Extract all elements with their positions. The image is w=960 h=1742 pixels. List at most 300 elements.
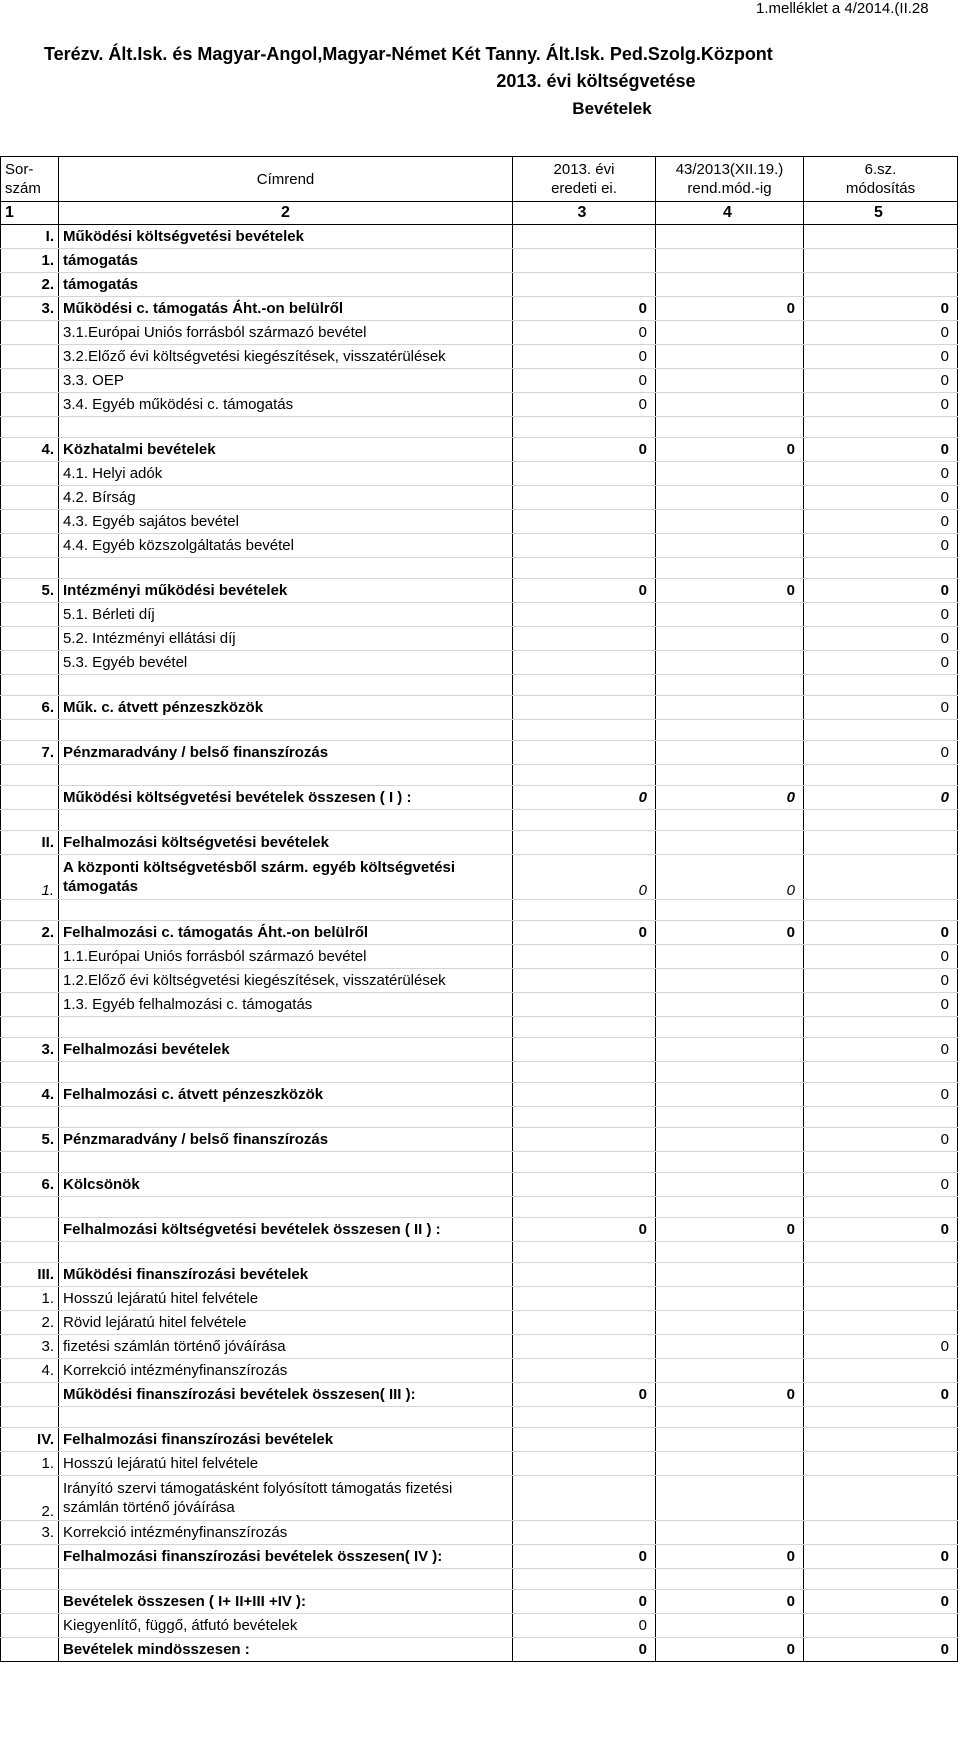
row-label bbox=[59, 1569, 513, 1590]
table-row bbox=[1, 1638, 958, 1662]
modification-value bbox=[804, 1287, 958, 1311]
row-label: Felhalmozási c. támogatás Áht.-on belülről bbox=[59, 921, 513, 945]
modification-value bbox=[804, 417, 958, 438]
row-number bbox=[1, 1614, 59, 1638]
table-row bbox=[1, 1128, 958, 1152]
modification-value bbox=[804, 900, 958, 921]
amendment-value bbox=[656, 1152, 804, 1173]
amendment-value bbox=[656, 1242, 804, 1263]
amendment-value: 0 bbox=[656, 855, 804, 900]
row-label: 5.1. Bérleti díj bbox=[59, 603, 513, 627]
table-row bbox=[1, 1614, 958, 1638]
row-number bbox=[1, 1590, 59, 1614]
row-number: 1. bbox=[1, 249, 59, 273]
row-number bbox=[1, 321, 59, 345]
amendment-value bbox=[656, 1521, 804, 1545]
row-label: 5.3. Egyéb bevétel bbox=[59, 651, 513, 675]
row-label bbox=[59, 765, 513, 786]
table-row bbox=[1, 855, 958, 900]
modification-value: 0 bbox=[804, 786, 958, 810]
amendment-value bbox=[656, 534, 804, 558]
row-label: Felhalmozási c. átvett pénzeszközök bbox=[59, 1083, 513, 1107]
original-budget-value: 0 bbox=[513, 438, 656, 462]
original-budget-value bbox=[513, 1476, 656, 1521]
original-budget-value bbox=[513, 1242, 656, 1263]
amendment-value bbox=[656, 627, 804, 651]
row-label: Irányító szervi támogatásként folyósított támogatás fizetési számlán történő jóváírása bbox=[59, 1476, 513, 1521]
table-row bbox=[1, 1107, 958, 1128]
table-row bbox=[1, 345, 958, 369]
amendment-value bbox=[656, 741, 804, 765]
original-budget-value bbox=[513, 696, 656, 720]
modification-value bbox=[804, 225, 958, 249]
table-row bbox=[1, 393, 958, 417]
row-number: III. bbox=[1, 1263, 59, 1287]
row-number bbox=[1, 1017, 59, 1038]
modification-value: 0 bbox=[804, 462, 958, 486]
row-label: Működési költségvetési bevételek bbox=[59, 225, 513, 249]
row-number bbox=[1, 1638, 59, 1662]
row-number bbox=[1, 810, 59, 831]
amendment-value bbox=[656, 321, 804, 345]
original-budget-value bbox=[513, 1173, 656, 1197]
table-row bbox=[1, 1590, 958, 1614]
table-row bbox=[1, 900, 958, 921]
modification-value bbox=[804, 1242, 958, 1263]
table-row bbox=[1, 696, 958, 720]
table-row bbox=[1, 1173, 958, 1197]
original-budget-value bbox=[513, 534, 656, 558]
modification-value: 0 bbox=[804, 345, 958, 369]
amendment-header: 43/2013(XII.19.) rend.mód.-ig bbox=[656, 157, 804, 202]
row-number: 4. bbox=[1, 438, 59, 462]
original-budget-value bbox=[513, 1263, 656, 1287]
original-budget-value: 0 bbox=[513, 579, 656, 603]
modification-value bbox=[804, 765, 958, 786]
original-budget-header: 2013. évi eredeti ei. bbox=[513, 157, 656, 202]
row-number bbox=[1, 1407, 59, 1428]
table-row bbox=[1, 486, 958, 510]
amendment-value bbox=[656, 1311, 804, 1335]
table-row bbox=[1, 1197, 958, 1218]
amendment-value bbox=[656, 1335, 804, 1359]
original-budget-value bbox=[513, 765, 656, 786]
amendment-value bbox=[656, 417, 804, 438]
modification-value: 0 bbox=[804, 1218, 958, 1242]
row-number bbox=[1, 720, 59, 741]
table-row bbox=[1, 225, 958, 249]
table-row bbox=[1, 969, 958, 993]
row-label: fizetési számlán történő jóváírása bbox=[59, 1335, 513, 1359]
modification-value: 0 bbox=[804, 534, 958, 558]
row-number bbox=[1, 1197, 59, 1218]
table-row bbox=[1, 1452, 958, 1476]
original-budget-value bbox=[513, 1407, 656, 1428]
original-budget-value bbox=[513, 225, 656, 249]
row-number: 3. bbox=[1, 1521, 59, 1545]
table-row bbox=[1, 1038, 958, 1062]
amendment-value: 0 bbox=[656, 786, 804, 810]
amendment-value bbox=[656, 1107, 804, 1128]
row-label: A központi költségvetésből szárm. egyéb költségvetési támogatás bbox=[59, 855, 513, 900]
row-label: Felhalmozási finanszírozási bevételek összesen( IV ): bbox=[59, 1545, 513, 1569]
row-label: 3.1.Európai Uniós forrásból származó bevétel bbox=[59, 321, 513, 345]
amendment-value bbox=[656, 1614, 804, 1638]
row-label bbox=[59, 1107, 513, 1128]
row-label: Hosszú lejáratú hitel felvétele bbox=[59, 1287, 513, 1311]
modification-value bbox=[804, 1197, 958, 1218]
amendment-value: 0 bbox=[656, 1218, 804, 1242]
row-number bbox=[1, 900, 59, 921]
modification-value bbox=[804, 810, 958, 831]
original-budget-value bbox=[513, 810, 656, 831]
original-budget-value bbox=[513, 603, 656, 627]
modification-value: 0 bbox=[804, 1590, 958, 1614]
amendment-value bbox=[656, 369, 804, 393]
row-label bbox=[59, 675, 513, 696]
row-number bbox=[1, 603, 59, 627]
original-budget-value bbox=[513, 486, 656, 510]
row-number: 6. bbox=[1, 696, 59, 720]
amendment-value bbox=[656, 558, 804, 579]
amendment-value bbox=[656, 1038, 804, 1062]
row-number bbox=[1, 486, 59, 510]
row-number: 4. bbox=[1, 1083, 59, 1107]
modification-header: 6.sz. módosítás bbox=[804, 157, 958, 202]
row-label bbox=[59, 1197, 513, 1218]
row-number bbox=[1, 1545, 59, 1569]
table-row bbox=[1, 297, 958, 321]
amendment-value bbox=[656, 1197, 804, 1218]
row-label: Felhalmozási bevételek bbox=[59, 1038, 513, 1062]
table-row bbox=[1, 720, 958, 741]
amendment-value bbox=[656, 225, 804, 249]
row-label bbox=[59, 1242, 513, 1263]
row-number bbox=[1, 417, 59, 438]
original-budget-value bbox=[513, 651, 656, 675]
row-label: Működési költségvetési bevételek összesen ( I ) : bbox=[59, 786, 513, 810]
row-number: 7. bbox=[1, 741, 59, 765]
row-label bbox=[59, 1017, 513, 1038]
amendment-value bbox=[656, 249, 804, 273]
modification-value bbox=[804, 831, 958, 855]
amendment-value bbox=[656, 603, 804, 627]
amendment-value: 0 bbox=[656, 579, 804, 603]
amendment-value bbox=[656, 1128, 804, 1152]
row-label: 4.1. Helyi adók bbox=[59, 462, 513, 486]
table-row bbox=[1, 786, 958, 810]
table-row bbox=[1, 1569, 958, 1590]
row-label: Rövid lejáratú hitel felvétele bbox=[59, 1311, 513, 1335]
table-row bbox=[1, 1311, 958, 1335]
table-header-row bbox=[1, 157, 958, 202]
original-budget-value bbox=[513, 1359, 656, 1383]
row-label: 4.3. Egyéb sajátos bevétel bbox=[59, 510, 513, 534]
amendment-value bbox=[656, 462, 804, 486]
table-row bbox=[1, 558, 958, 579]
row-number bbox=[1, 993, 59, 1017]
table-row bbox=[1, 1287, 958, 1311]
modification-value: 0 bbox=[804, 1128, 958, 1152]
original-budget-value bbox=[513, 1017, 656, 1038]
modification-value: 0 bbox=[804, 438, 958, 462]
row-label: Felhalmozási finanszírozási bevételek bbox=[59, 1428, 513, 1452]
amendment-value bbox=[656, 1476, 804, 1521]
row-label: támogatás bbox=[59, 273, 513, 297]
table-row bbox=[1, 510, 958, 534]
original-budget-value: 0 bbox=[513, 921, 656, 945]
title-header: Címrend bbox=[59, 157, 513, 202]
row-label: 3.4. Egyéb működési c. támogatás bbox=[59, 393, 513, 417]
row-number-header: Sor- szám bbox=[1, 157, 59, 202]
row-number bbox=[1, 627, 59, 651]
original-budget-value: 0 bbox=[513, 1590, 656, 1614]
original-budget-value bbox=[513, 273, 656, 297]
table-row bbox=[1, 675, 958, 696]
row-number: 3. bbox=[1, 1335, 59, 1359]
modification-value bbox=[804, 558, 958, 579]
modification-value bbox=[804, 720, 958, 741]
amendment-value: 0 bbox=[656, 297, 804, 321]
budget-year-title: 2013. évi költségvetése bbox=[496, 71, 696, 91]
modification-value: 0 bbox=[804, 627, 958, 651]
amendment-value bbox=[656, 900, 804, 921]
original-budget-value: 0 bbox=[513, 1614, 656, 1638]
column-number-row bbox=[1, 202, 958, 225]
table-row bbox=[1, 579, 958, 603]
original-budget-value bbox=[513, 969, 656, 993]
amendment-value bbox=[656, 393, 804, 417]
amendment-value bbox=[656, 1359, 804, 1383]
amendment-value: 0 bbox=[656, 1545, 804, 1569]
amendment-value bbox=[656, 510, 804, 534]
amendment-value bbox=[656, 696, 804, 720]
row-number: 3. bbox=[1, 1038, 59, 1062]
original-budget-value bbox=[513, 510, 656, 534]
modification-value: 0 bbox=[804, 1173, 958, 1197]
table-row bbox=[1, 534, 958, 558]
row-number: IV. bbox=[1, 1428, 59, 1452]
table-row bbox=[1, 741, 958, 765]
amendment-value bbox=[656, 969, 804, 993]
amendment-value bbox=[656, 273, 804, 297]
row-label: Bevételek mindösszesen : bbox=[59, 1638, 513, 1662]
amendment-value bbox=[656, 1062, 804, 1083]
amendment-value bbox=[656, 720, 804, 741]
amendment-value bbox=[656, 765, 804, 786]
table-row bbox=[1, 1428, 958, 1452]
amendment-value bbox=[656, 1569, 804, 1590]
amendment-value: 0 bbox=[656, 1590, 804, 1614]
amendment-value bbox=[656, 1428, 804, 1452]
row-number bbox=[1, 369, 59, 393]
modification-value bbox=[804, 1476, 958, 1521]
original-budget-value: 0 bbox=[513, 345, 656, 369]
row-number bbox=[1, 1152, 59, 1173]
modification-value bbox=[804, 1017, 958, 1038]
original-budget-value: 0 bbox=[513, 1545, 656, 1569]
table-row bbox=[1, 1218, 958, 1242]
row-number bbox=[1, 765, 59, 786]
row-label: Működési finanszírozási bevételek bbox=[59, 1263, 513, 1287]
original-budget-value bbox=[513, 1038, 656, 1062]
modification-value bbox=[804, 1521, 958, 1545]
row-label: 3.2.Előző évi költségvetési kiegészítések, visszatérülések bbox=[59, 345, 513, 369]
modification-value bbox=[804, 675, 958, 696]
original-budget-value bbox=[513, 1569, 656, 1590]
row-label: Kölcsönök bbox=[59, 1173, 513, 1197]
original-budget-value bbox=[513, 1452, 656, 1476]
row-number: 2. bbox=[1, 273, 59, 297]
original-budget-value bbox=[513, 1152, 656, 1173]
row-number bbox=[1, 1242, 59, 1263]
row-number bbox=[1, 510, 59, 534]
row-number: 3. bbox=[1, 297, 59, 321]
row-number: 1. bbox=[1, 1452, 59, 1476]
row-label: Hosszú lejáratú hitel felvétele bbox=[59, 1452, 513, 1476]
original-budget-value: 0 bbox=[513, 1383, 656, 1407]
table-row bbox=[1, 921, 958, 945]
modification-value bbox=[804, 1614, 958, 1638]
revenue-table bbox=[0, 156, 958, 1662]
amendment-value bbox=[656, 675, 804, 696]
row-label: Kiegyenlítő, függő, átfutó bevételek bbox=[59, 1614, 513, 1638]
row-label bbox=[59, 810, 513, 831]
original-budget-value bbox=[513, 1335, 656, 1359]
table-row bbox=[1, 810, 958, 831]
amendment-value bbox=[656, 993, 804, 1017]
row-number: 4. bbox=[1, 1359, 59, 1383]
row-number: 2. bbox=[1, 1311, 59, 1335]
original-budget-value bbox=[513, 1107, 656, 1128]
row-label: Bevételek összesen ( I+ II+III +IV ): bbox=[59, 1590, 513, 1614]
modification-value bbox=[804, 1263, 958, 1287]
original-budget-value bbox=[513, 900, 656, 921]
modification-value: 0 bbox=[804, 369, 958, 393]
row-label: Működési finanszírozási bevételek összesen( III ): bbox=[59, 1383, 513, 1407]
table-row bbox=[1, 945, 958, 969]
original-budget-value bbox=[513, 1062, 656, 1083]
row-number bbox=[1, 786, 59, 810]
row-label: 1.3. Egyéb felhalmozási c. támogatás bbox=[59, 993, 513, 1017]
amendment-value: 0 bbox=[656, 921, 804, 945]
modification-value: 0 bbox=[804, 510, 958, 534]
original-budget-value bbox=[513, 1128, 656, 1152]
original-budget-value: 0 bbox=[513, 786, 656, 810]
table-row bbox=[1, 993, 958, 1017]
modification-value: 0 bbox=[804, 1038, 958, 1062]
row-label: Intézményi működési bevételek bbox=[59, 579, 513, 603]
row-label: 5.2. Intézményi ellátási díj bbox=[59, 627, 513, 651]
column-number: 3 bbox=[513, 202, 656, 225]
amendment-value: 0 bbox=[656, 438, 804, 462]
original-budget-value bbox=[513, 741, 656, 765]
row-number bbox=[1, 675, 59, 696]
amendment-value bbox=[656, 1407, 804, 1428]
table-row bbox=[1, 765, 958, 786]
amendment-value bbox=[656, 1083, 804, 1107]
column-number: 1 bbox=[1, 202, 59, 225]
row-label: Működési c. támogatás Áht.-on belülről bbox=[59, 297, 513, 321]
original-budget-value bbox=[513, 945, 656, 969]
row-label: Felhalmozási költségvetési bevételek bbox=[59, 831, 513, 855]
row-number bbox=[1, 534, 59, 558]
original-budget-value bbox=[513, 1428, 656, 1452]
row-number: II. bbox=[1, 831, 59, 855]
original-budget-value bbox=[513, 1311, 656, 1335]
table-row bbox=[1, 321, 958, 345]
table-row bbox=[1, 1263, 958, 1287]
original-budget-value bbox=[513, 249, 656, 273]
modification-value: 0 bbox=[804, 603, 958, 627]
modification-value bbox=[804, 855, 958, 900]
row-number bbox=[1, 558, 59, 579]
modification-value: 0 bbox=[804, 741, 958, 765]
modification-value bbox=[804, 1359, 958, 1383]
table-row bbox=[1, 1242, 958, 1263]
row-number bbox=[1, 462, 59, 486]
original-budget-value bbox=[513, 675, 656, 696]
row-number bbox=[1, 651, 59, 675]
table-row bbox=[1, 1017, 958, 1038]
modification-value bbox=[804, 1062, 958, 1083]
modification-value bbox=[804, 249, 958, 273]
original-budget-value bbox=[513, 627, 656, 651]
modification-value bbox=[804, 1107, 958, 1128]
original-budget-value bbox=[513, 462, 656, 486]
modification-value: 0 bbox=[804, 1083, 958, 1107]
modification-value bbox=[804, 1152, 958, 1173]
amendment-value bbox=[656, 345, 804, 369]
original-budget-value bbox=[513, 831, 656, 855]
column-number: 4 bbox=[656, 202, 804, 225]
table-row bbox=[1, 1152, 958, 1173]
modification-value bbox=[804, 1428, 958, 1452]
row-number bbox=[1, 393, 59, 417]
row-label: Pénzmaradvány / belső finanszírozás bbox=[59, 741, 513, 765]
table-row bbox=[1, 1083, 958, 1107]
row-label: 3.3. OEP bbox=[59, 369, 513, 393]
amendment-value: 0 bbox=[656, 1638, 804, 1662]
table-row bbox=[1, 249, 958, 273]
row-number: 1. bbox=[1, 1287, 59, 1311]
row-label: 4.2. Bírság bbox=[59, 486, 513, 510]
modification-value: 0 bbox=[804, 297, 958, 321]
original-budget-value: 0 bbox=[513, 297, 656, 321]
modification-value: 0 bbox=[804, 579, 958, 603]
row-label: támogatás bbox=[59, 249, 513, 273]
modification-value: 0 bbox=[804, 696, 958, 720]
row-label: Pénzmaradvány / belső finanszírozás bbox=[59, 1128, 513, 1152]
row-label bbox=[59, 558, 513, 579]
row-label bbox=[59, 1152, 513, 1173]
modification-value bbox=[804, 1407, 958, 1428]
table-row bbox=[1, 369, 958, 393]
amendment-value: 0 bbox=[656, 1383, 804, 1407]
modification-value bbox=[804, 273, 958, 297]
amendment-value bbox=[656, 1452, 804, 1476]
original-budget-value bbox=[513, 1083, 656, 1107]
row-label bbox=[59, 720, 513, 741]
original-budget-value bbox=[513, 993, 656, 1017]
original-budget-value bbox=[513, 558, 656, 579]
original-budget-value bbox=[513, 720, 656, 741]
original-budget-value: 0 bbox=[513, 1638, 656, 1662]
row-number: I. bbox=[1, 225, 59, 249]
row-label bbox=[59, 900, 513, 921]
original-budget-value: 0 bbox=[513, 321, 656, 345]
institution-title: Terézv. Ált.Isk. és Magyar-Angol,Magyar-Német Két Tanny. Ált.Isk. Ped.Szolg.Központ bbox=[44, 44, 773, 64]
